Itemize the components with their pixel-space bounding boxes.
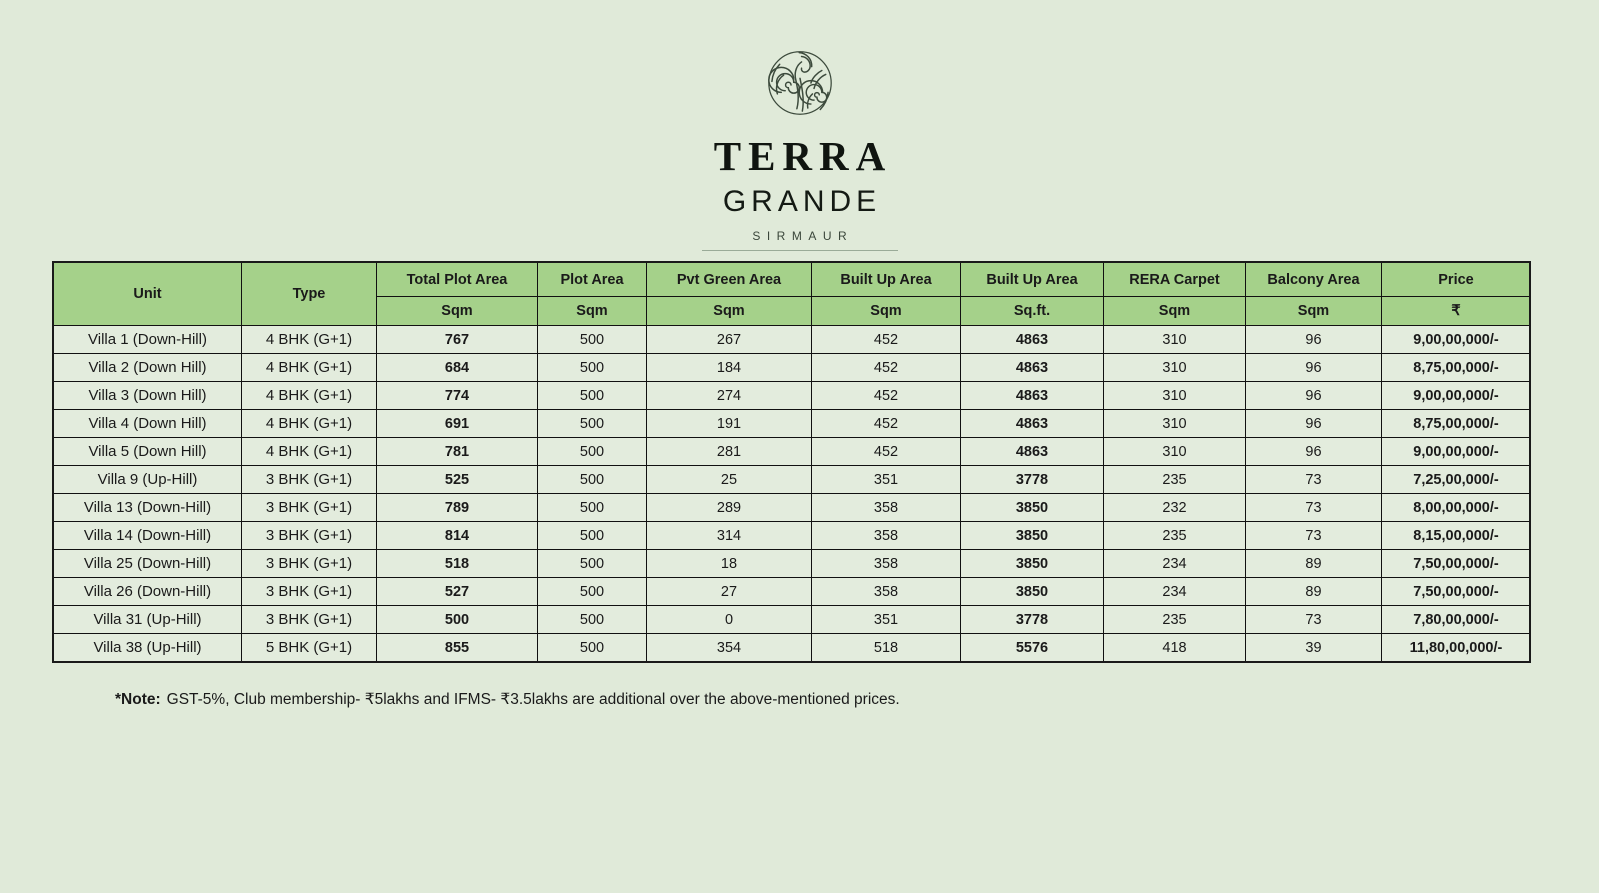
cell-type: 4 BHK (G+1) [242,382,377,410]
cell-plot-area-sqm: 500 [538,550,647,578]
table-row [54,438,1531,466]
cell-balcony-area-sqm: 96 [1246,382,1382,410]
cell-built-up-area-sqm: 358 [812,578,961,606]
spiral-medallion-logo-icon [761,44,839,122]
cell-type: 4 BHK (G+1) [242,326,377,354]
cell-built-up-area-sqft: 3850 [961,550,1104,578]
table-row [54,634,1531,662]
footnote [115,690,900,709]
cell-total-plot-area-sqm: 684 [377,354,538,382]
table-body [54,326,1531,662]
table-row [54,354,1531,382]
brand-divider [702,250,898,251]
cell-built-up-area-sqm: 351 [812,466,961,494]
pricing-table [53,262,1531,662]
cell-plot-area-sqm: 500 [538,382,647,410]
cell-built-up-area-sqm: 358 [812,494,961,522]
cell-balcony-area-sqm: 73 [1246,466,1382,494]
cell-plot-area-sqm: 500 [538,326,647,354]
brand-block [0,44,1599,275]
cell-type: 3 BHK (G+1) [242,466,377,494]
brand-location: SIRMAUR [752,229,854,243]
cell-balcony-area-sqm: 39 [1246,634,1382,662]
cell-plot-area-sqm: 500 [538,494,647,522]
cell-plot-area-sqm: 500 [538,410,647,438]
cell-unit: Villa 2 (Down Hill) [54,354,242,382]
cell-pvt-green-area-sqm: 314 [647,522,812,550]
cell-built-up-area-sqm: 452 [812,354,961,382]
cell-pvt-green-area-sqm: 191 [647,410,812,438]
cell-total-plot-area-sqm: 527 [377,578,538,606]
cell-balcony-area-sqm: 73 [1246,522,1382,550]
column-header-price: Price [1382,263,1531,297]
cell-unit: Villa 3 (Down Hill) [54,382,242,410]
column-unit-built-up-area-sqm: Sqm [812,297,961,326]
cell-unit: Villa 25 (Down-Hill) [54,550,242,578]
cell-balcony-area-sqm: 96 [1246,326,1382,354]
cell-total-plot-area-sqm: 789 [377,494,538,522]
cell-unit: Villa 38 (Up-Hill) [54,634,242,662]
column-unit-total-plot-area: Sqm [377,297,538,326]
cell-built-up-area-sqft: 3778 [961,606,1104,634]
cell-type: 3 BHK (G+1) [242,494,377,522]
cell-unit: Villa 14 (Down-Hill) [54,522,242,550]
cell-built-up-area-sqm: 452 [812,382,961,410]
cell-pvt-green-area-sqm: 0 [647,606,812,634]
cell-type: 4 BHK (G+1) [242,354,377,382]
cell-built-up-area-sqft: 3850 [961,522,1104,550]
cell-built-up-area-sqft: 5576 [961,634,1104,662]
cell-unit: Villa 4 (Down Hill) [54,410,242,438]
cell-total-plot-area-sqm: 500 [377,606,538,634]
cell-built-up-area-sqft: 4863 [961,410,1104,438]
column-header-plot-area: Plot Area [538,263,647,297]
table-row [54,494,1531,522]
cell-balcony-area-sqm: 96 [1246,354,1382,382]
cell-plot-area-sqm: 500 [538,606,647,634]
column-header-total-plot-area: Total Plot Area [377,263,538,297]
cell-rera-carpet-sqm: 310 [1104,410,1246,438]
table-header [54,263,1531,326]
cell-unit: Villa 1 (Down-Hill) [54,326,242,354]
cell-type: 3 BHK (G+1) [242,522,377,550]
brand-subtitle: GRANDE [722,185,882,218]
table-row [54,578,1531,606]
cell-unit: Villa 13 (Down-Hill) [54,494,242,522]
cell-built-up-area-sqft: 4863 [961,326,1104,354]
column-header-rera-carpet: RERA Carpet [1104,263,1246,297]
table-header-row-primary [54,263,1531,297]
column-unit-built-up-area-sqft: Sq.ft. [961,297,1104,326]
cell-unit: Villa 5 (Down Hill) [54,438,242,466]
cell-rera-carpet-sqm: 418 [1104,634,1246,662]
cell-rera-carpet-sqm: 310 [1104,326,1246,354]
cell-pvt-green-area-sqm: 274 [647,382,812,410]
cell-total-plot-area-sqm: 774 [377,382,538,410]
cell-built-up-area-sqft: 3850 [961,578,1104,606]
cell-pvt-green-area-sqm: 184 [647,354,812,382]
cell-pvt-green-area-sqm: 25 [647,466,812,494]
cell-built-up-area-sqm: 358 [812,550,961,578]
table-row [54,326,1531,354]
cell-plot-area-sqm: 500 [538,466,647,494]
column-header-built-up-area-sqm: Built Up Area [812,263,961,297]
column-header-built-up-area-sqft: Built Up Area [961,263,1104,297]
cell-built-up-area-sqm: 518 [812,634,961,662]
cell-type: 4 BHK (G+1) [242,410,377,438]
cell-built-up-area-sqft: 3778 [961,466,1104,494]
pricing-table-container [53,262,1530,662]
column-header-balcony-area: Balcony Area [1246,263,1382,297]
cell-rera-carpet-sqm: 235 [1104,522,1246,550]
cell-balcony-area-sqm: 89 [1246,550,1382,578]
cell-type: 5 BHK (G+1) [242,634,377,662]
cell-price: 11,80,00,000/- [1382,634,1531,662]
cell-pvt-green-area-sqm: 281 [647,438,812,466]
column-unit-balcony-area: Sqm [1246,297,1382,326]
cell-type: 3 BHK (G+1) [242,578,377,606]
cell-unit: Villa 26 (Down-Hill) [54,578,242,606]
cell-balcony-area-sqm: 89 [1246,578,1382,606]
cell-rera-carpet-sqm: 234 [1104,550,1246,578]
cell-price: 8,75,00,000/- [1382,410,1531,438]
cell-price: 8,15,00,000/- [1382,522,1531,550]
column-unit-price: ₹ [1382,297,1531,326]
cell-total-plot-area-sqm: 518 [377,550,538,578]
cell-built-up-area-sqft: 4863 [961,438,1104,466]
cell-price: 7,50,00,000/- [1382,578,1531,606]
column-unit-pvt-green-area: Sqm [647,297,812,326]
column-unit-plot-area: Sqm [538,297,647,326]
cell-pvt-green-area-sqm: 27 [647,578,812,606]
cell-type: 3 BHK (G+1) [242,606,377,634]
footnote-label: *Note: [115,691,161,708]
cell-price: 9,00,00,000/- [1382,382,1531,410]
cell-built-up-area-sqft: 3850 [961,494,1104,522]
cell-rera-carpet-sqm: 235 [1104,466,1246,494]
cell-pvt-green-area-sqm: 18 [647,550,812,578]
cell-pvt-green-area-sqm: 267 [647,326,812,354]
cell-built-up-area-sqm: 452 [812,326,961,354]
cell-balcony-area-sqm: 96 [1246,438,1382,466]
cell-built-up-area-sqm: 452 [812,438,961,466]
cell-plot-area-sqm: 500 [538,578,647,606]
brand-title: TERRA [713,133,893,179]
cell-total-plot-area-sqm: 814 [377,522,538,550]
cell-total-plot-area-sqm: 781 [377,438,538,466]
cell-rera-carpet-sqm: 310 [1104,382,1246,410]
cell-rera-carpet-sqm: 310 [1104,354,1246,382]
cell-type: 3 BHK (G+1) [242,550,377,578]
cell-price: 7,50,00,000/- [1382,550,1531,578]
column-header-pvt-green-area: Pvt Green Area [647,263,812,297]
cell-rera-carpet-sqm: 310 [1104,438,1246,466]
cell-built-up-area-sqm: 358 [812,522,961,550]
cell-price: 8,75,00,000/- [1382,354,1531,382]
cell-built-up-area-sqft: 4863 [961,354,1104,382]
cell-price: 7,25,00,000/- [1382,466,1531,494]
table-row [54,550,1531,578]
cell-price: 9,00,00,000/- [1382,326,1531,354]
cell-plot-area-sqm: 500 [538,438,647,466]
cell-pvt-green-area-sqm: 289 [647,494,812,522]
cell-rera-carpet-sqm: 232 [1104,494,1246,522]
cell-total-plot-area-sqm: 525 [377,466,538,494]
cell-plot-area-sqm: 500 [538,354,647,382]
column-header-type: Type [242,263,377,326]
cell-built-up-area-sqm: 351 [812,606,961,634]
table-row [54,466,1531,494]
column-unit-rera-carpet: Sqm [1104,297,1246,326]
cell-unit: Villa 31 (Up-Hill) [54,606,242,634]
column-header-unit: Unit [54,263,242,326]
cell-rera-carpet-sqm: 234 [1104,578,1246,606]
table-row [54,522,1531,550]
cell-pvt-green-area-sqm: 354 [647,634,812,662]
cell-built-up-area-sqft: 4863 [961,382,1104,410]
cell-plot-area-sqm: 500 [538,634,647,662]
cell-total-plot-area-sqm: 855 [377,634,538,662]
cell-rera-carpet-sqm: 235 [1104,606,1246,634]
cell-price: 7,80,00,000/- [1382,606,1531,634]
table-row [54,606,1531,634]
cell-type: 4 BHK (G+1) [242,438,377,466]
cell-balcony-area-sqm: 73 [1246,494,1382,522]
table-row [54,382,1531,410]
cell-price: 9,00,00,000/- [1382,438,1531,466]
table-row [54,410,1531,438]
cell-price: 8,00,00,000/- [1382,494,1531,522]
footnote-text: GST-5%, Club membership- ₹5lakhs and IFMS- ₹3.5lakhs are additional over the above-mentioned prices. [166,691,900,708]
cell-balcony-area-sqm: 96 [1246,410,1382,438]
cell-total-plot-area-sqm: 767 [377,326,538,354]
cell-plot-area-sqm: 500 [538,522,647,550]
cell-unit: Villa 9 (Up-Hill) [54,466,242,494]
cell-total-plot-area-sqm: 691 [377,410,538,438]
cell-balcony-area-sqm: 73 [1246,606,1382,634]
cell-built-up-area-sqm: 452 [812,410,961,438]
